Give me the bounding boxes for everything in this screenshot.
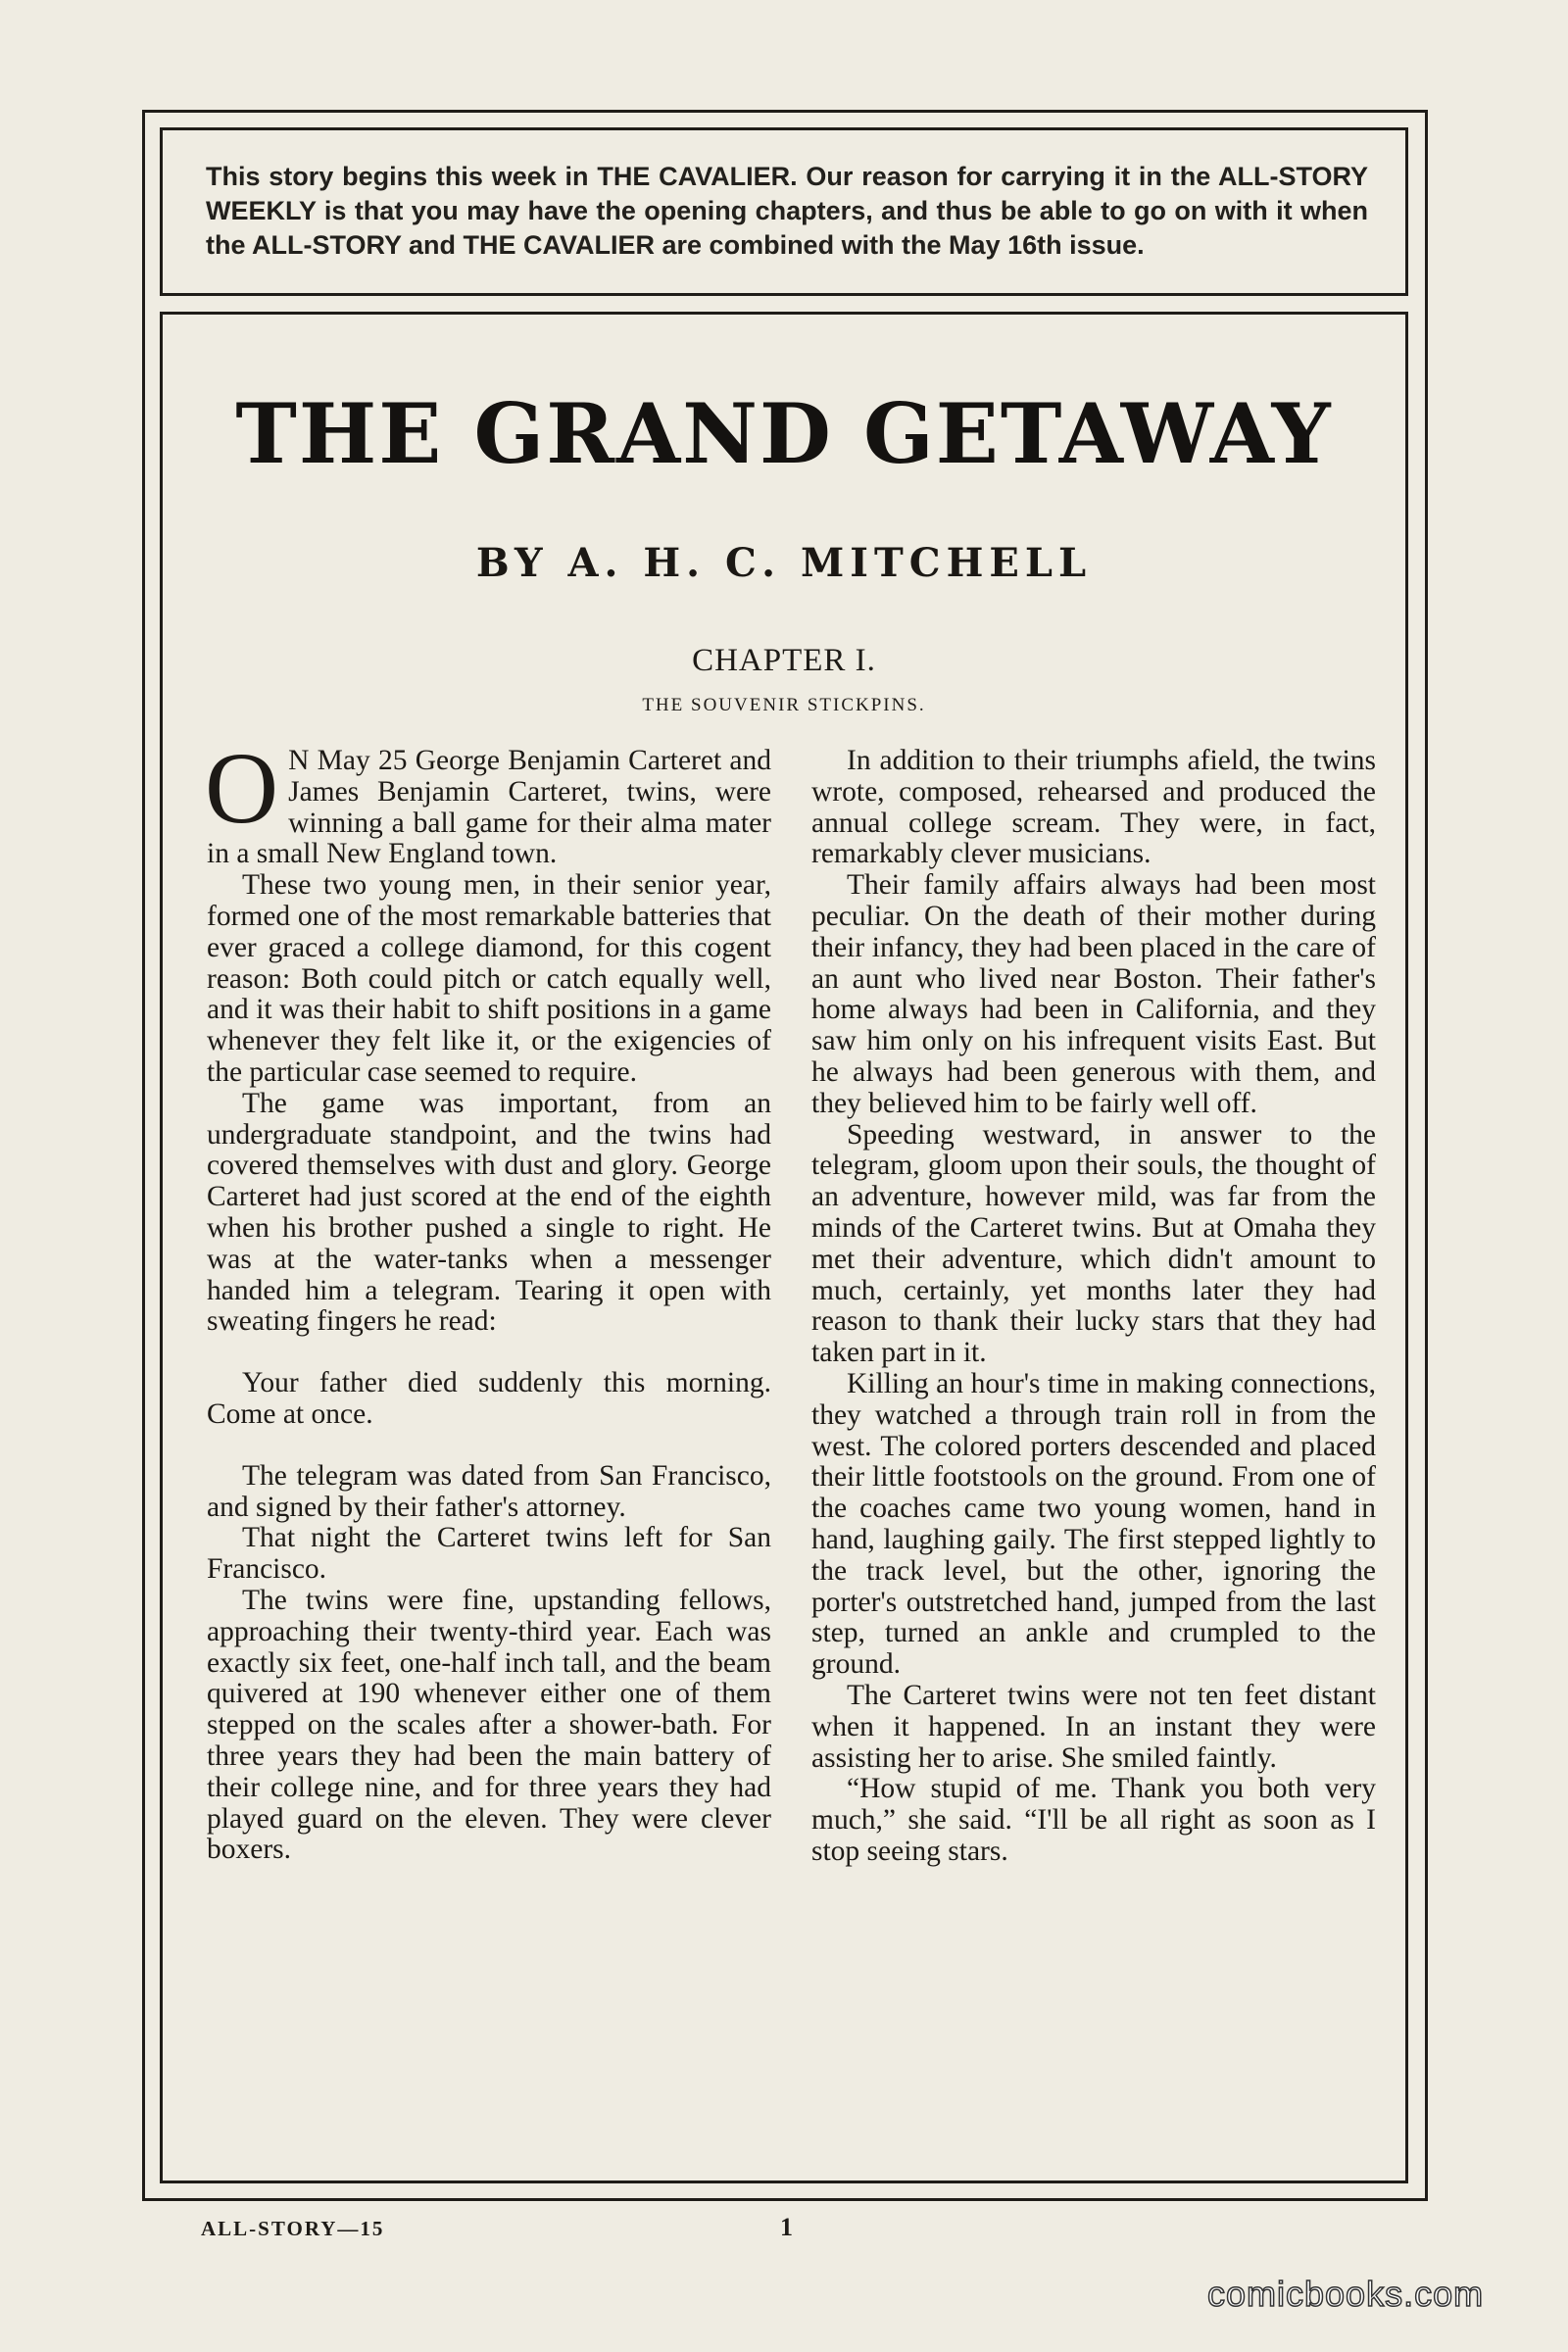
- paragraph: These two young men, in their senior year, formed one of the most remarkable batteries that ever graced a college diamond, for this cogent reason: Both could pitch or catch equally well, and it was their habit to shift positions in a game whenever they felt like it, or the exigencies of the particular case seemed to require.: [207, 869, 771, 1088]
- paragraph-text: N May 25 George Benjamin Carteret and James Benjamin Carteret, twins, were winning a ball game for their alma mater in a small New England town.: [207, 745, 771, 870]
- story-frame: [160, 312, 1408, 2183]
- story-title: THE GRAND GETAWAY: [235, 385, 1333, 482]
- paragraph: The Carteret twins were not ten feet distant when it happened. In an instant they were assisting her to arise. She smiled faintly.: [811, 1679, 1376, 1774]
- footer-issue-label: ALL-STORY—15: [201, 2217, 385, 2240]
- paragraph: [205, 732, 771, 870]
- paragraph: Killing an hour's time in making connections, they watched a through train roll in from the west. The colored porters descended and placed their little footstools on the ground. From one of the coaches came two young women, hand in hand, laughing gaily. The first stepped lightly to the track level, but the other, ignoring the porter's outstretched hand, jumped from the last step, turned an ankle and crumpled to the ground.: [811, 1367, 1376, 1681]
- editorial-notice-text: This story begins this week in THE CAVALIER. Our reason for carrying it in the ALL-STORY WEEKLY is that you may have the opening chapters, and thus be able to go on with it when the ALL-STORY and THE CAVALIER are combined with the May 16th issue.: [206, 162, 1368, 260]
- paragraph: The telegram was dated from San Francisco, and signed by their father's attorney.: [207, 1459, 771, 1523]
- paragraph: Their family affairs always had been most peculiar. On the death of their mother during their infancy, they had been placed in the care of an aunt who lived near Boston. Their father's home always had been in California, and they saw him only on his infrequent visits East. But he always had been generous with them, and they believed him to be fairly well off.: [811, 869, 1376, 1119]
- page-number: 1: [780, 2213, 793, 2241]
- site-watermark: comicbooks.com: [1207, 2274, 1485, 2314]
- editorial-notice: [160, 127, 1408, 296]
- right-column: [811, 746, 1376, 1868]
- left-column: [205, 732, 771, 1866]
- story-byline: BY A. H. C. MITCHELL: [475, 540, 1093, 586]
- paragraph: That night the Carteret twins left for San Francisco.: [207, 1522, 771, 1586]
- paragraph: In addition to their triumphs afield, the twins wrote, composed, rehearsed and produced the annual college scream. They were, in fact, remarkably clever musicians.: [811, 745, 1376, 870]
- paragraph: The twins were fine, upstanding fellows, approaching their twenty-third year. Each was exactly six feet, one-half inch tall, and the beam quivered at 190 whenever either one of them stepped on the scales after a shower-bath. For three years they had been the main battery of their college nine, and for three years they had played guard on the eleven. They were clever boxers.: [207, 1584, 771, 1866]
- paragraph: “How stupid of me. Thank you both very much,” she said. “I'll be all right as soon as I stop seeing stars.: [811, 1773, 1376, 1867]
- telegram-quote: Your father died suddenly this morning. Come at once.: [207, 1367, 771, 1430]
- drop-cap: O: [205, 732, 279, 845]
- paragraph: The game was important, from an undergraduate standpoint, and the twins had covered themselves with dust and glory. George Carteret had just scored at the end of the eighth when his brother pushed a single to right. He was at the water-tanks when a messenger handed him a telegram. Tearing it open with sweating fingers he read:: [207, 1087, 771, 1338]
- paragraph: Speeding westward, in answer to the telegram, gloom upon their souls, the thought of an adventure, however mild, was far from the minds of the Carteret twins. But at Omaha they met their adventure, which didn't amount to much, certainly, yet months later they had reason to thank their lucky stars that they had taken part in it.: [811, 1118, 1376, 1369]
- chapter-subtitle: THE SOUVENIR STICKPINS.: [642, 695, 926, 715]
- chapter-heading: CHAPTER I.: [692, 643, 876, 678]
